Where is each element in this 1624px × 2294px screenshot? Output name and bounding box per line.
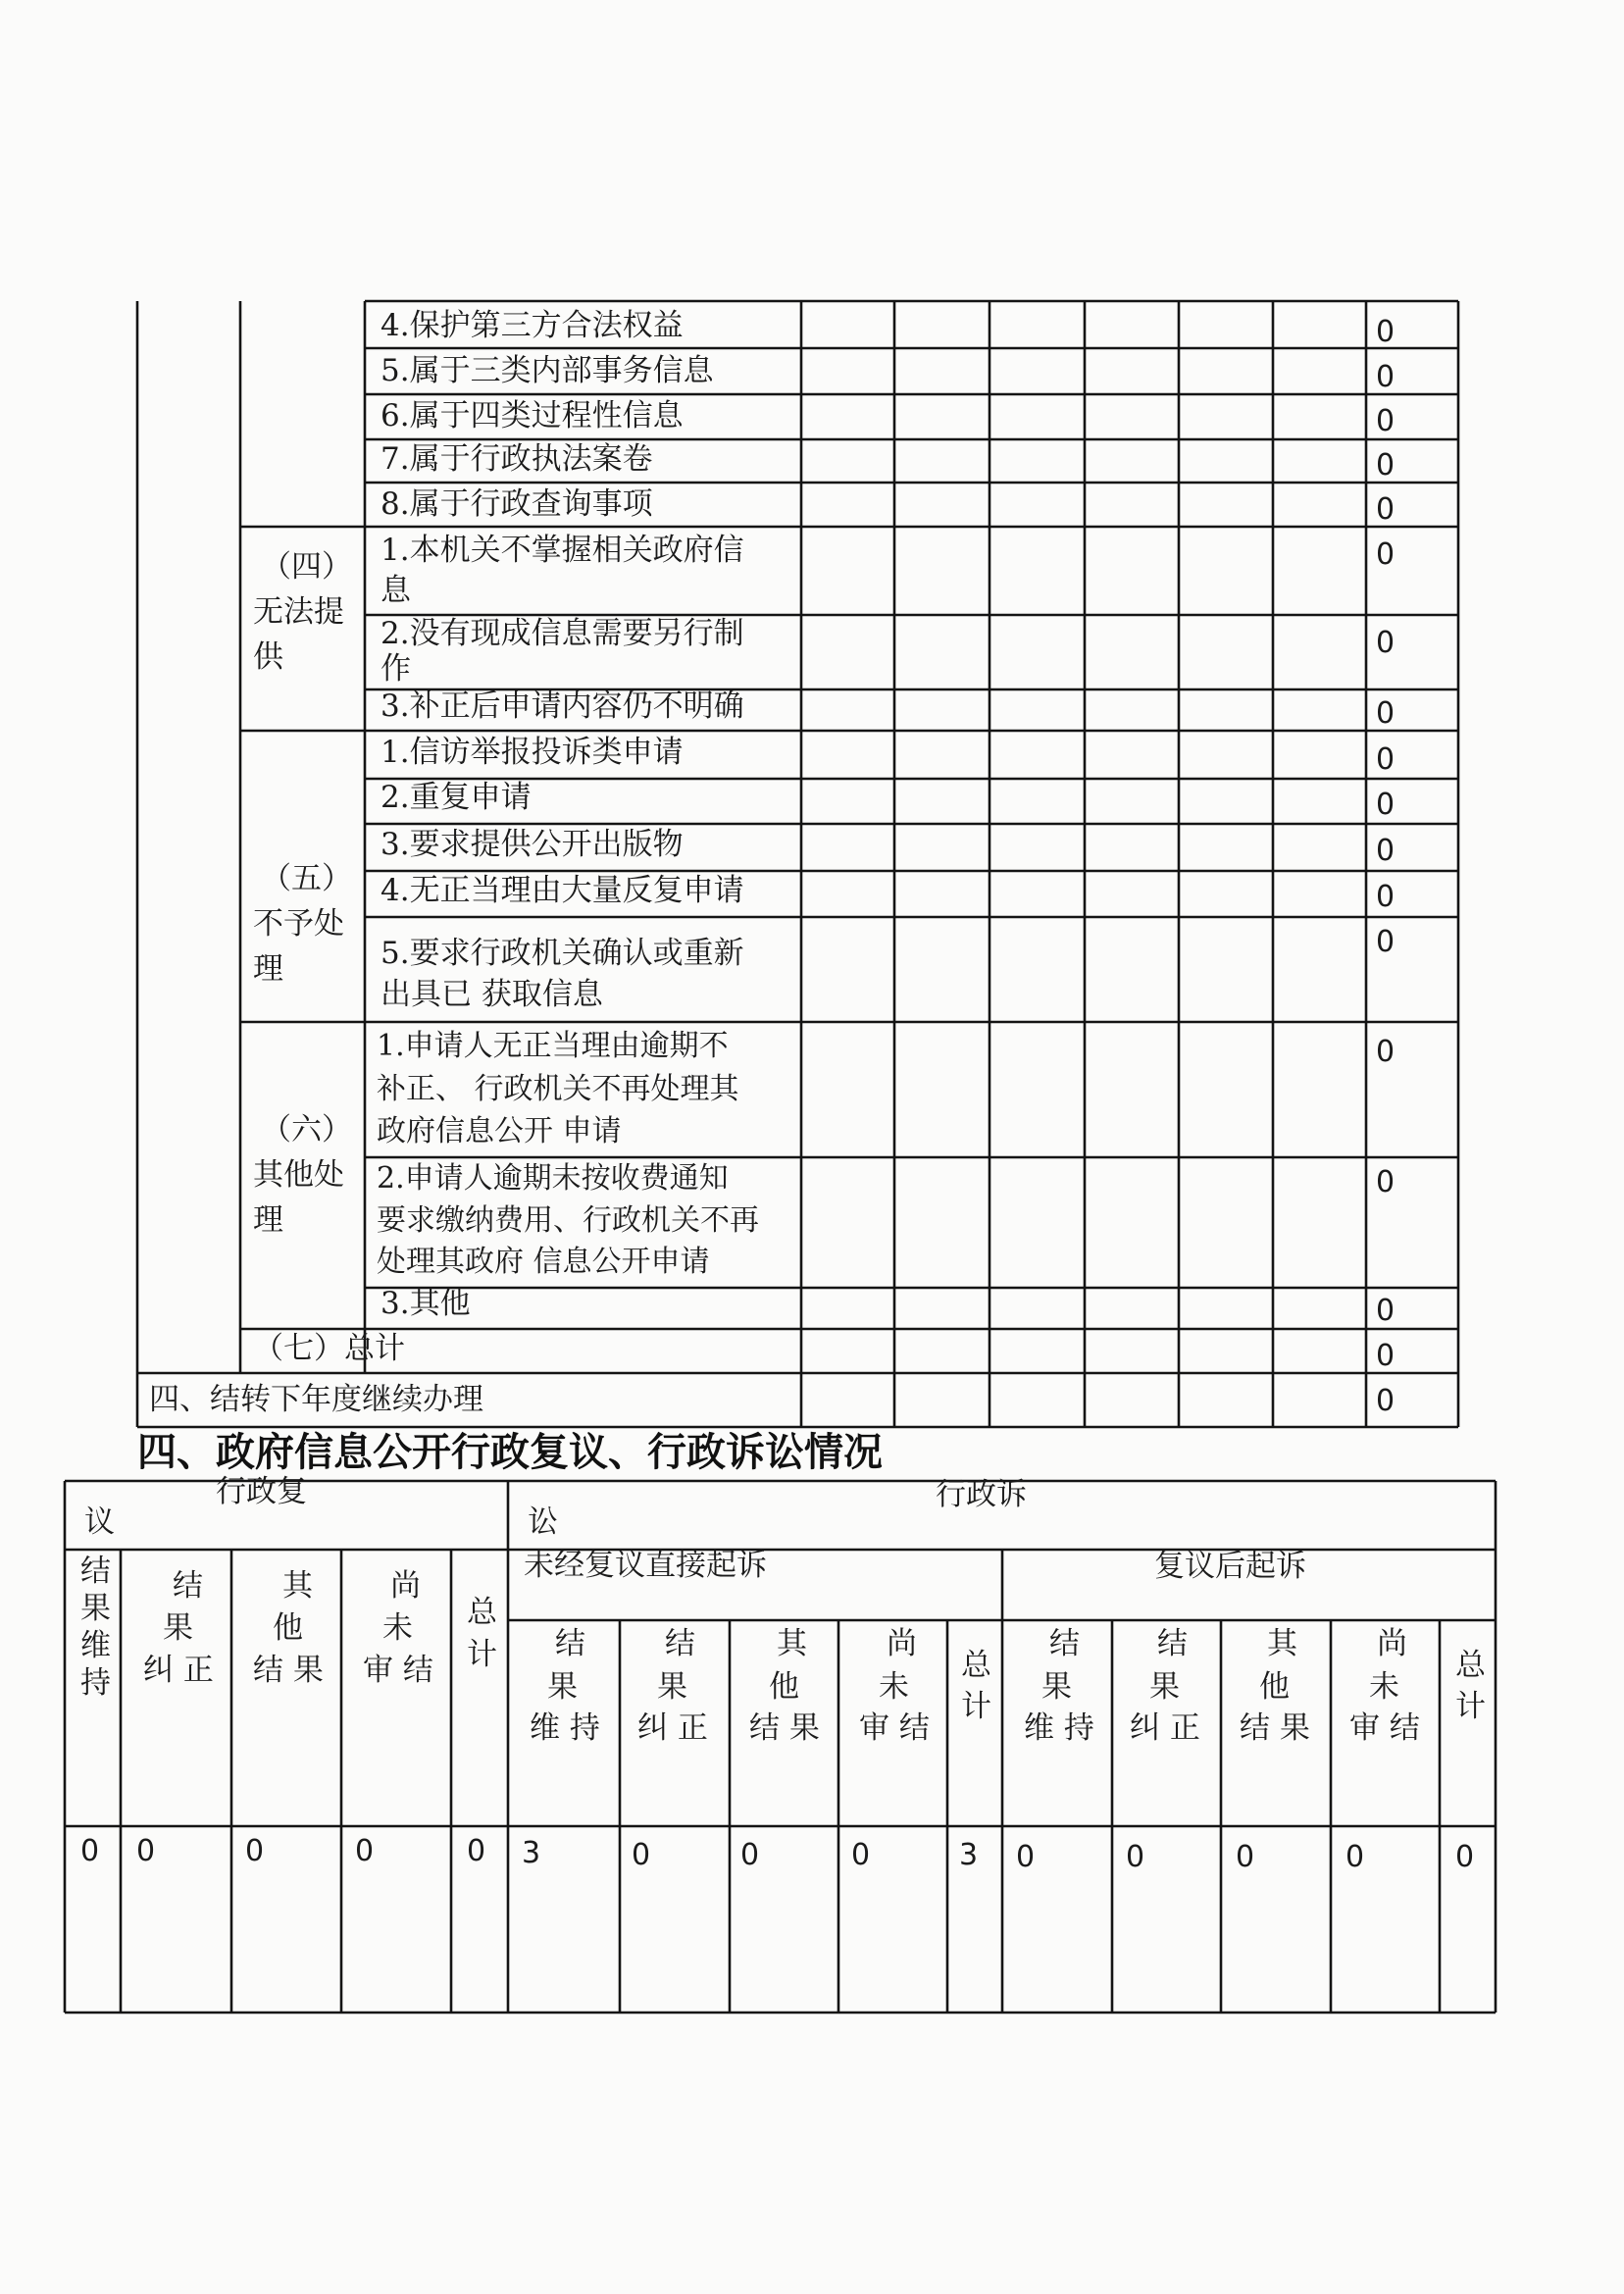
column-header: 审 结 (859, 1710, 930, 1746)
group-label: 理 (253, 1202, 283, 1238)
column-header: 果 (657, 1669, 687, 1705)
after-review-value: 0 (1016, 1840, 1036, 1874)
total-column (1376, 315, 1395, 1418)
total-value: 0 (1376, 696, 1396, 731)
column-header: 其 (1267, 1626, 1297, 1661)
item-label: 7.属于行政执法案卷 (381, 441, 653, 477)
item-label: 3.要求提供公开出版物 (381, 827, 684, 862)
section-heading: 四、政府信息公开行政复议、行政诉讼情况 (137, 1430, 883, 1475)
column-header: 结 果 (253, 1653, 324, 1688)
column-header: 审 结 (363, 1653, 433, 1688)
total-label: （七）总计 (253, 1331, 405, 1366)
item-label: 政府信息公开 申请 (377, 1114, 622, 1148)
column-header: 他 (769, 1669, 799, 1705)
item-label: 补正、 行政机关不再处理其 (377, 1072, 739, 1106)
direct-suit-subheaders (530, 1626, 992, 1746)
group-label: （四） (261, 549, 352, 585)
item-label: 作 (381, 651, 411, 687)
item-label: 1.申请人无正当理由逾期不 (377, 1029, 729, 1063)
item-label: 2.重复申请 (381, 780, 532, 815)
value-row (80, 1834, 1474, 1874)
item-label: 要求缴纳费用、行政机关不再 (377, 1203, 759, 1238)
column-header: 未 (879, 1669, 909, 1705)
item-label: 1.本机关不掌握相关政府信 (381, 533, 744, 568)
total-value: 0 (1376, 537, 1396, 572)
total-value: 0 (1376, 788, 1396, 822)
column-header: 结 (555, 1626, 585, 1661)
item-label: 8.属于行政查询事项 (381, 486, 653, 522)
review-value: 0 (245, 1834, 265, 1868)
column-header: 结 果 (1240, 1710, 1310, 1746)
column-header: 尚 (1377, 1626, 1407, 1661)
item-label: 处理其政府 信息公开申请 (377, 1245, 710, 1279)
total-value: 0 (1376, 404, 1396, 438)
column-header: 结 果 (749, 1710, 820, 1746)
direct-value: 3 (959, 1838, 979, 1872)
column-header: 总 (961, 1648, 991, 1683)
litigation-header: 讼 (528, 1504, 558, 1540)
column-header: 总 (467, 1595, 497, 1630)
column-header: 结 (80, 1554, 111, 1589)
review-subheaders (80, 1554, 498, 1701)
group-label: 理 (253, 951, 283, 987)
column-header: 总 (1455, 1648, 1486, 1683)
total-value: 0 (1376, 880, 1396, 914)
column-header: 结 (173, 1568, 203, 1604)
carry-over-label: 四、结转下年度继续办理 (149, 1382, 483, 1417)
group-label: 无法提 (253, 594, 344, 630)
column-header: 未 (382, 1610, 413, 1646)
review-litigation-table (65, 1474, 1496, 2013)
review-value: 0 (467, 1834, 486, 1868)
item-label: 4.保护第三方合法权益 (381, 308, 684, 343)
column-header: 果 (1149, 1669, 1180, 1705)
column-header: 尚 (887, 1626, 917, 1661)
item-label: 5.要求行政机关确认或重新 (381, 936, 744, 971)
total-value: 0 (1376, 360, 1396, 394)
total-value: 0 (1376, 626, 1396, 660)
column-header: 纠 正 (143, 1653, 214, 1688)
group-label: （六） (261, 1112, 352, 1147)
direct-value: 0 (632, 1838, 651, 1872)
item-label: 6.属于四类过程性信息 (381, 398, 684, 433)
column-header: 果 (547, 1669, 578, 1705)
review-header: 行政复 (216, 1474, 307, 1509)
group-label: （五） (261, 861, 352, 896)
column-header: 其 (282, 1568, 313, 1604)
total-value: 0 (1376, 1035, 1396, 1069)
group-label: 供 (253, 639, 283, 675)
column-header: 果 (1041, 1669, 1072, 1705)
total-value: 0 (1376, 1165, 1396, 1199)
direct-value: 3 (522, 1836, 541, 1870)
column-header: 计 (1455, 1689, 1486, 1724)
item-label: 5.属于三类内部事务信息 (381, 353, 714, 388)
item-label: 息 (381, 573, 411, 608)
direct-value: 0 (851, 1838, 871, 1872)
column-header: 审 结 (1349, 1710, 1420, 1746)
column-header: 他 (1259, 1669, 1290, 1705)
review-value: 0 (80, 1834, 100, 1868)
column-header: 其 (777, 1626, 807, 1661)
item-label: 2.申请人逾期未按收费通知 (377, 1161, 729, 1196)
direct-suit-header: 未经复议直接起诉 (524, 1548, 767, 1583)
item-label: 3.其他 (381, 1286, 471, 1321)
column-header: 未 (1369, 1669, 1399, 1705)
total-value: 0 (1376, 834, 1396, 868)
column-header: 持 (80, 1665, 111, 1701)
column-header: 他 (273, 1610, 303, 1646)
column-header: 维 持 (530, 1710, 600, 1746)
after-review-header: 复议后起诉 (1154, 1549, 1306, 1584)
item-label: 4.无正当理由大量反复申请 (381, 873, 744, 908)
column-header: 结 (1157, 1626, 1188, 1661)
column-header: 维 持 (1024, 1710, 1094, 1746)
column-header: 尚 (390, 1568, 421, 1604)
column-header: 结 (1049, 1626, 1080, 1661)
total-value: 0 (1376, 448, 1396, 483)
column-header: 计 (467, 1637, 497, 1672)
litigation-header: 行政诉 (936, 1477, 1027, 1512)
total-value: 0 (1376, 1339, 1396, 1373)
column-header: 纠 正 (637, 1710, 708, 1746)
after-review-subheaders (1024, 1626, 1487, 1746)
item-label: 1.信访举报投诉类申请 (381, 735, 684, 770)
item-label: 2.没有现成信息需要另行制 (381, 616, 744, 651)
total-value: 0 (1376, 925, 1396, 959)
item-label: 3.补正后申请内容仍不明确 (381, 688, 744, 724)
total-value: 0 (1376, 1294, 1396, 1328)
column-header: 结 (665, 1626, 695, 1661)
review-header: 议 (84, 1504, 115, 1540)
review-value: 0 (355, 1834, 375, 1868)
total-value: 0 (1376, 315, 1396, 349)
column-header: 果 (80, 1591, 111, 1626)
direct-value: 0 (740, 1838, 760, 1872)
group-label: 其他处 (253, 1157, 344, 1193)
request-handling-table (137, 301, 1458, 1427)
column-header: 维 (80, 1628, 111, 1663)
after-review-value: 0 (1455, 1840, 1475, 1874)
column-header: 计 (961, 1689, 991, 1724)
group-label: 不予处 (253, 906, 344, 942)
item-label: 出具已 获取信息 (381, 977, 603, 1012)
after-review-value: 0 (1126, 1840, 1145, 1874)
total-value: 0 (1376, 1384, 1396, 1418)
column-header: 纠 正 (1130, 1710, 1200, 1746)
review-value: 0 (136, 1834, 156, 1868)
total-value: 0 (1376, 742, 1396, 777)
column-header: 果 (163, 1610, 193, 1646)
after-review-value: 0 (1236, 1840, 1255, 1874)
after-review-value: 0 (1345, 1840, 1365, 1874)
total-value: 0 (1376, 492, 1396, 527)
